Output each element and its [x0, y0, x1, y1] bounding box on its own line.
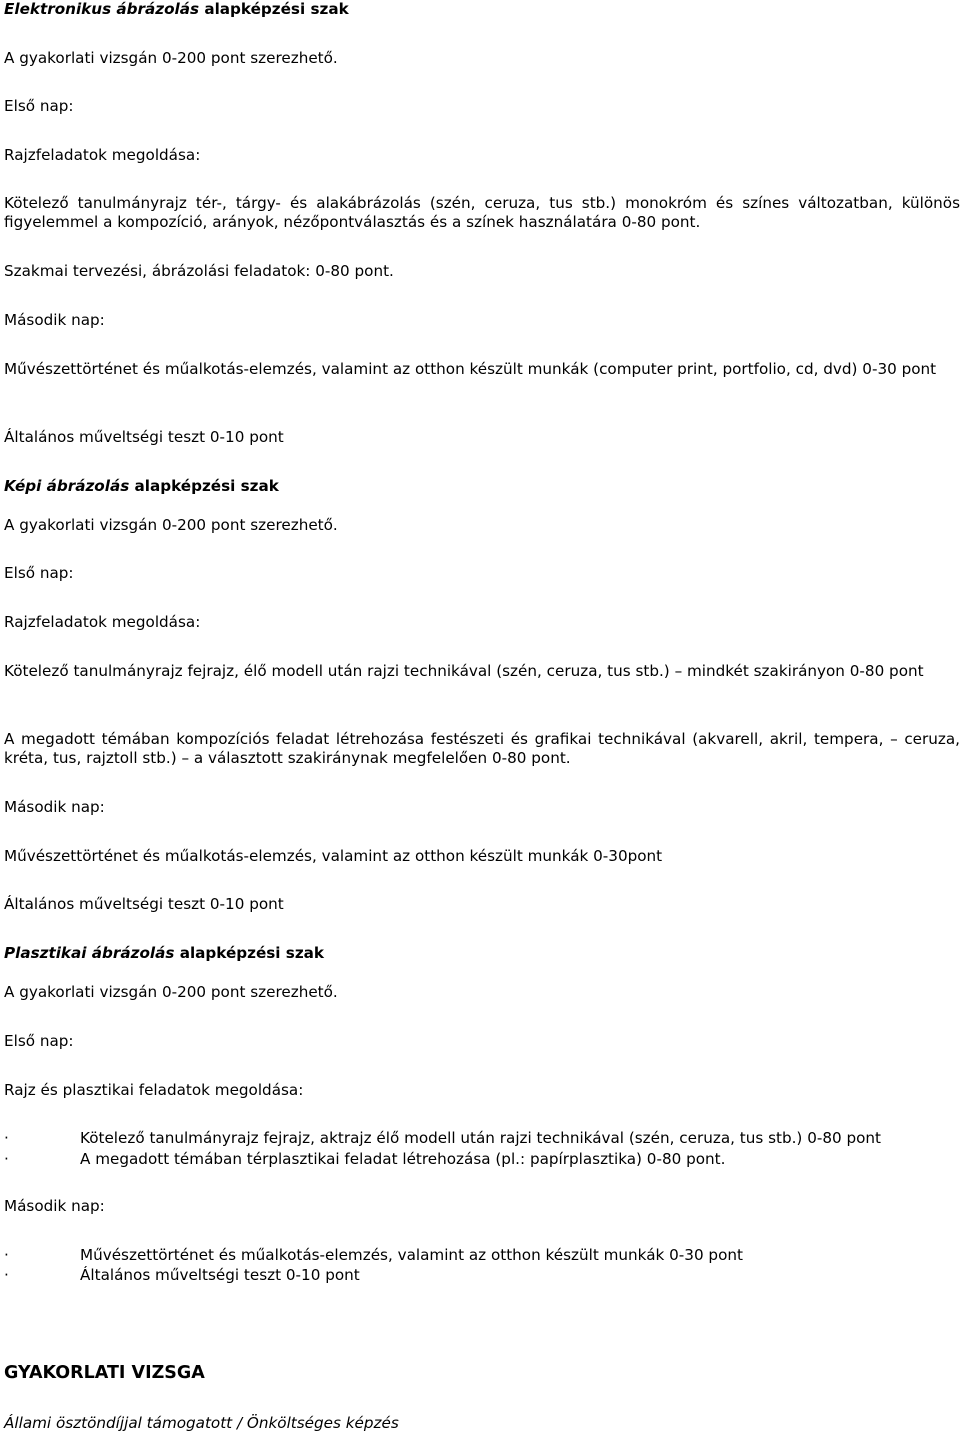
- day1-subtitle: Rajzfeladatok megoldása:: [4, 146, 201, 164]
- list-item: · Általános műveltségi teszt 0-10 pont: [4, 1266, 360, 1284]
- exam-heading: GYAKORLATI VIZSGA: [4, 1363, 205, 1383]
- task-paragraph: Művészettörténet és műalkotás-elemzés, valamint az otthon készült munkák 0-30pont: [4, 847, 663, 865]
- bullet-icon: ·: [4, 1150, 9, 1168]
- list-item: · A megadott témában térplasztikai feladat létrehozása (pl.: papírplasztika) 0-80 pont.: [4, 1150, 726, 1168]
- day1-subtitle: Rajzfeladatok megoldása:: [4, 613, 201, 631]
- bullet-icon: ·: [4, 1129, 9, 1147]
- list-item: · Kötelező tanulmányrajz fejrajz, aktrajz élő modell után rajzi technikával (szén, ceruza, tus stb.) 0-80 pont: [4, 1129, 881, 1147]
- day2-label: Második nap:: [4, 311, 105, 329]
- task-paragraph: Általános műveltségi teszt 0-10 pont: [4, 428, 284, 446]
- task-paragraph: Általános műveltségi teszt 0-10 pont: [4, 895, 284, 913]
- section-intro: A gyakorlati vizsgán 0-200 pont szerezhető.: [4, 516, 338, 534]
- day1-label: Első nap:: [4, 1032, 74, 1050]
- section-intro: A gyakorlati vizsgán 0-200 pont szerezhető.: [4, 983, 338, 1001]
- section-title-elektronikus: Elektronikus ábrázolás alapképzési szak: [4, 0, 349, 18]
- task-paragraph: Szakmai tervezési, ábrázolási feladatok: 0-80 pont.: [4, 262, 394, 280]
- day1-subtitle: Rajz és plasztikai feladatok megoldása:: [4, 1081, 304, 1099]
- list-item: · Művészettörténet és műalkotás-elemzés, valamint az otthon készült munkák 0-30 pont: [4, 1246, 743, 1264]
- section-title-plasztikai: Plasztikai ábrázolás alapképzési szak: [4, 944, 325, 962]
- section-title-kepi: Képi ábrázolás alapképzési szak: [4, 477, 279, 495]
- section-intro: A gyakorlati vizsgán 0-200 pont szerezhető.: [4, 49, 338, 67]
- funding-subheading: Állami ösztöndíjjal támogatott / Önköltséges képzés: [4, 1414, 399, 1432]
- task-paragraph: Kötelező tanulmányrajz fejrajz, élő modell után rajzi technikával (szén, ceruza, tus stb.) – mindkét szakirányon 0-80 pont: [4, 662, 924, 680]
- day1-label: Első nap:: [4, 97, 74, 115]
- task-paragraph: Művészettörténet és műalkotás-elemzés, valamint az otthon készült munkák (computer print, portfolio, cd, dvd) 0-30 pont: [4, 360, 937, 378]
- day2-label: Második nap:: [4, 798, 105, 816]
- task-paragraph: Kötelező tanulmányrajz tér-, tárgy- és alakábrázolás (szén, ceruza, tus stb.) monokróm és színes változatban, különös figyelemmel a kompozíció, arányok, nézőpontválasztás és a színek használatára 0-80 pont.: [4, 194, 960, 231]
- day1-label: Első nap:: [4, 564, 74, 582]
- bullet-icon: ·: [4, 1246, 9, 1264]
- bullet-icon: ·: [4, 1266, 9, 1284]
- task-paragraph: A megadott témában kompozíciós feladat létrehozása festészeti és grafikai technikával (akvarell, akril, tempera, – ceruza, kréta, tus, rajztoll stb.) – a választott szakiránynak megfelelően 0-80 pont.: [4, 730, 960, 767]
- day2-label: Második nap:: [4, 1197, 105, 1215]
